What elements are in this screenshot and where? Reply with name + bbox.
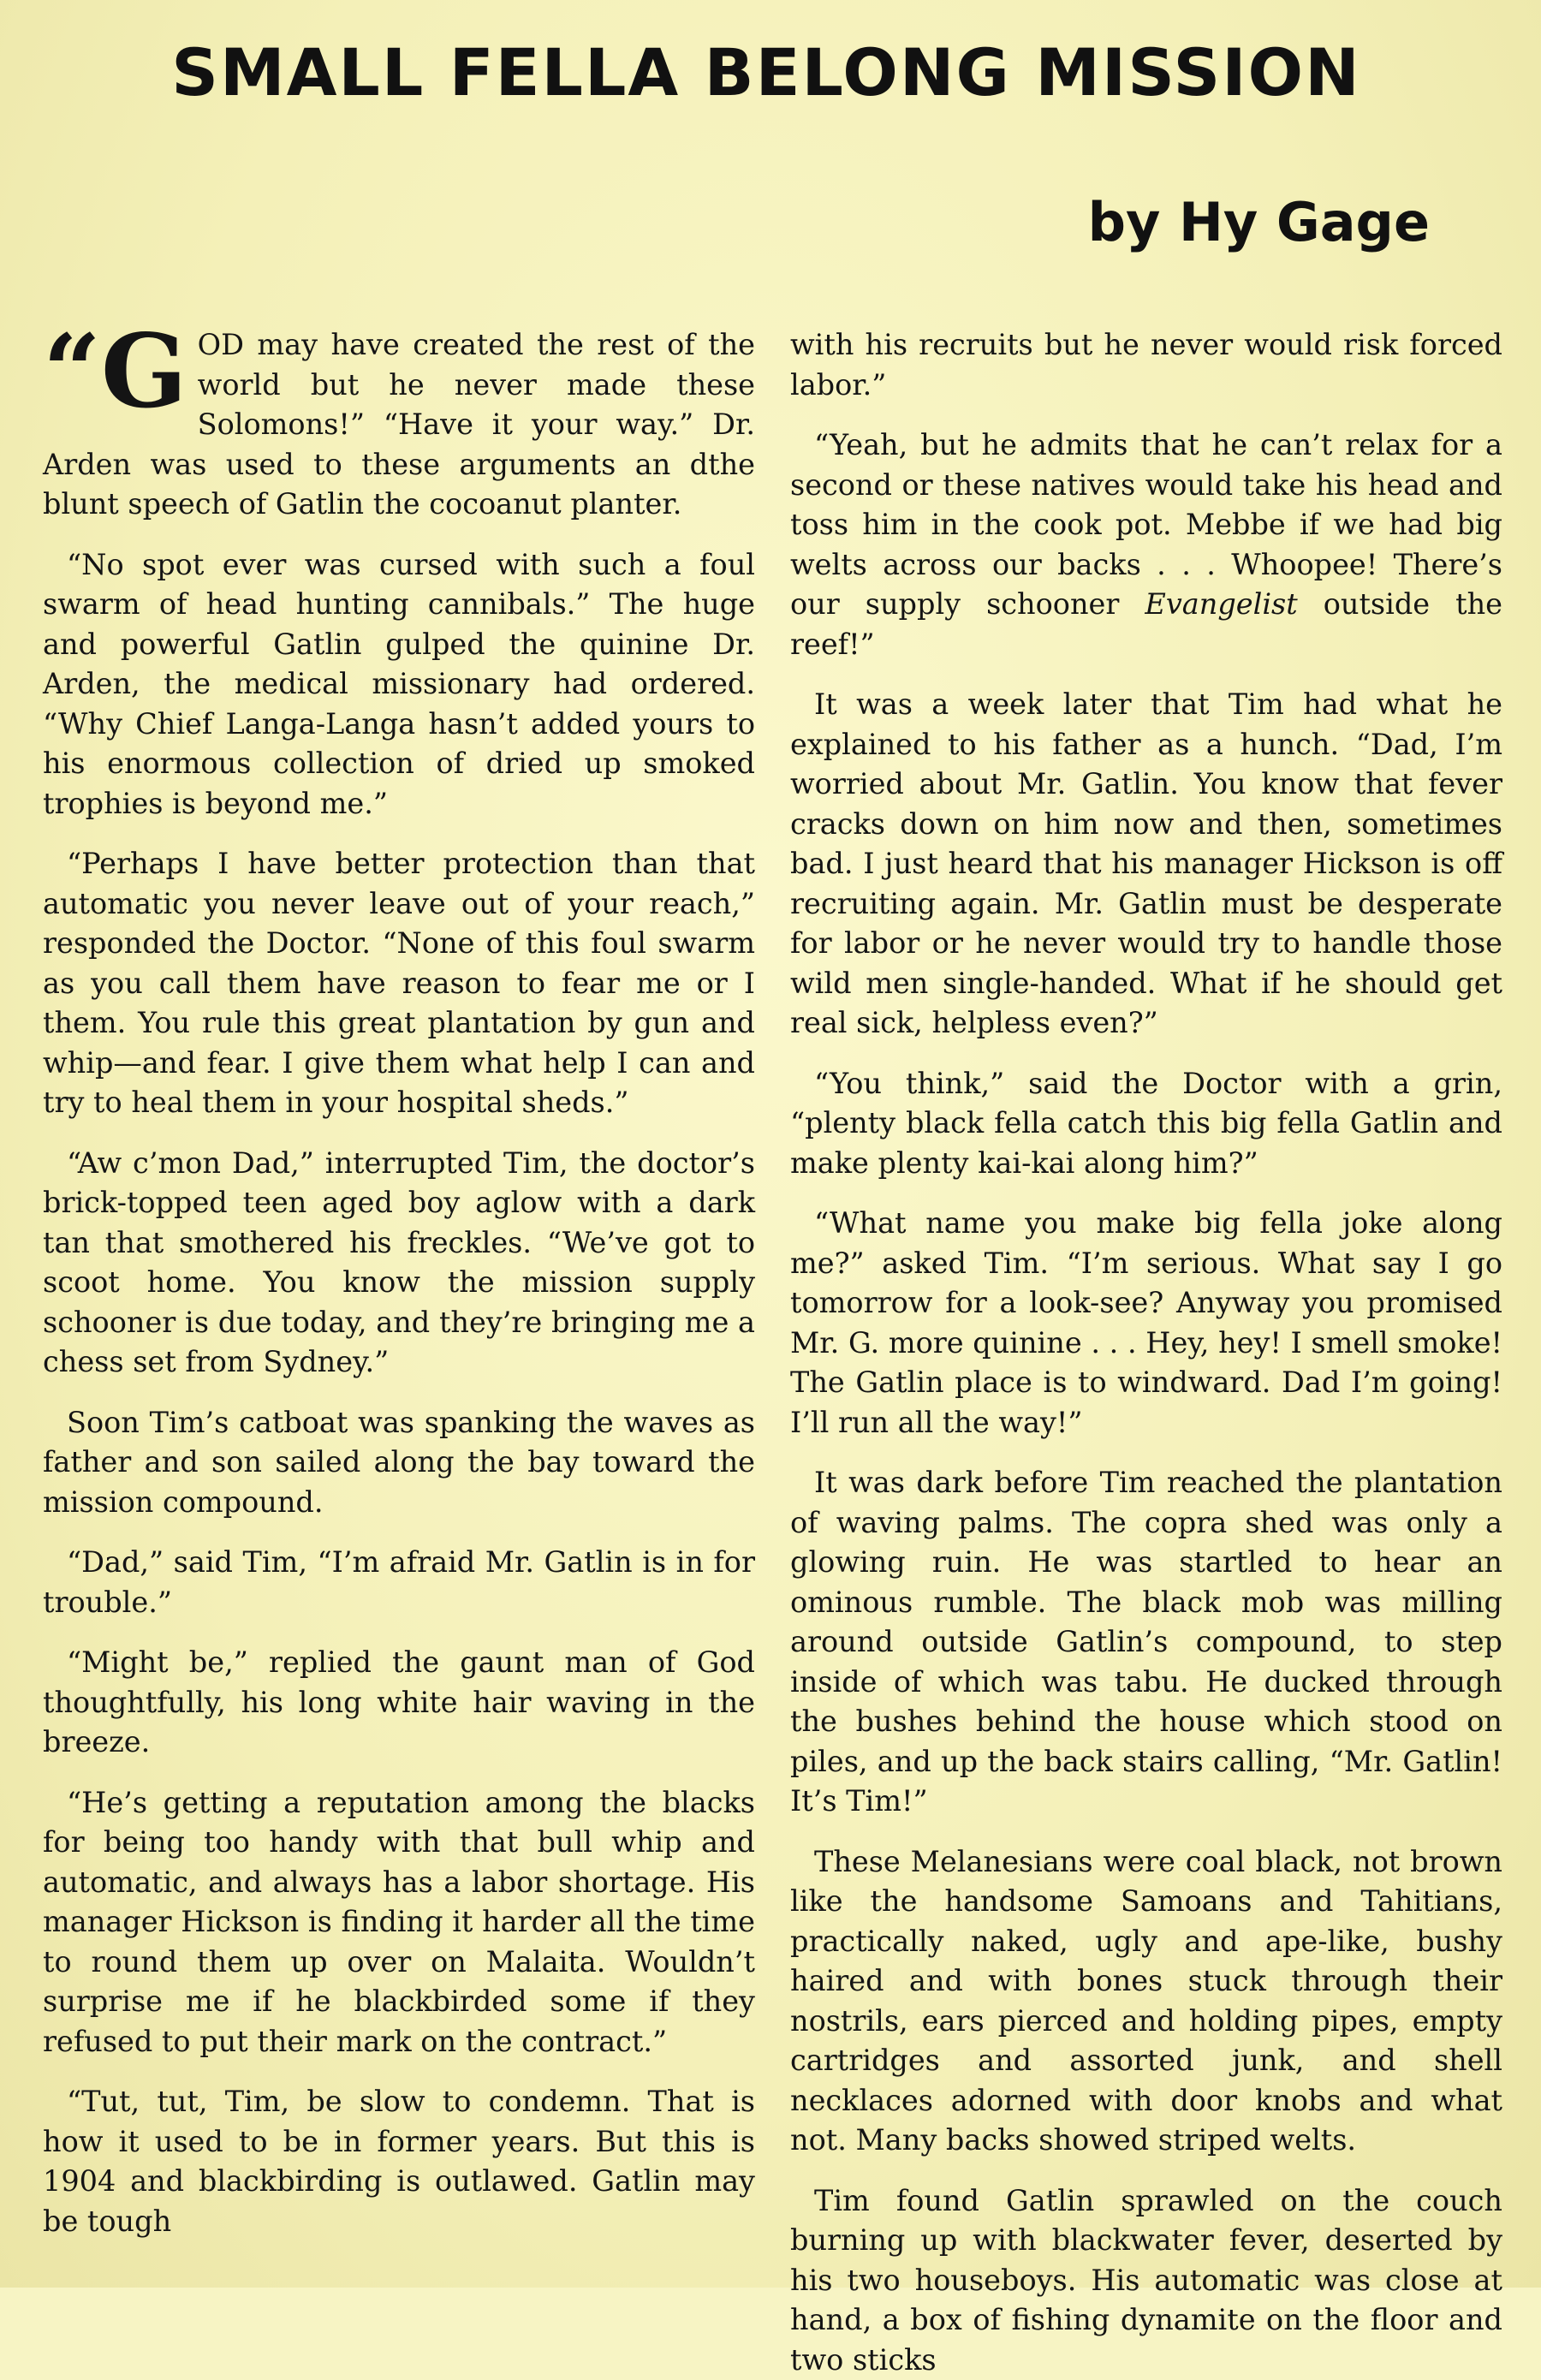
paragraph: It was a week later that Tim had what he explained to his father as a hunch. “Dad, I’m worried about Mr. Gatlin. You know that fever cracks down on him now and then, sometimes bad. I just heard that his manager Hickson is off recruiting again. Mr. Gatlin must be desperate for labor or he never would try to handle those wild men single-handed. What if he should get real sick, helpless even?” [790, 685, 1502, 1044]
paragraph: Soon Tim’s catboat was spanking the waves as father and son sailed along the bay toward the mission compound. [43, 1403, 755, 1523]
paragraph: “Tut, tut, Tim, be slow to condemn. That is how it used to be in former years. But this is 1904 and blackbirding is outlawed. Gatlin may be tough [43, 2082, 755, 2241]
paragraph: “He’s getting a reputation among the blacks for being too handy with that bull whip and automatic, and always has a labor shortage. His manager Hickson is finding it harder all the time to round them up over on Malaita. Wouldn’t surprise me if he blackbirded some if they refused to put their mark on the contract.” [43, 1783, 755, 2062]
paragraph: “Yeah, but he admits that he can’t relax for a second or these natives would take his head and toss him in the cook pot. Mebbe if we had big welts across our backs . . . Whoopee! There’s our supply schooner Evangelist outside the reef!” [790, 425, 1502, 664]
column-left [43, 325, 755, 2264]
paragraph: “GOD may have created the rest of the world but he never made these Solomons!” “Have it your way.” Dr. Arden was used to these arguments an dthe blunt speech of Gatlin the cocoanut planter. [43, 325, 755, 525]
ship-name: Evangelist [1145, 587, 1297, 621]
paragraph: It was dark before Tim reached the plantation of waving palms. The copra shed was only a glowing ruin. He was startled to hear an ominous rumble. The black mob was milling around outside Gatlin’s compound, to step inside of which was tabu. He ducked through the bushes behind the house which stood on piles, and up the back stairs calling, “Mr. Gatlin! It’s Tim!” [790, 1463, 1502, 1822]
paragraph: “Aw c’mon Dad,” interrupted Tim, the doctor’s brick-topped teen aged boy aglow with a dark tan that smothered his freckles. “We’ve got to scoot home. You know the mission supply schooner is due today, and they’re bringing me a chess set from Sydney.” [43, 1144, 755, 1383]
paragraph: These Melanesians were coal black, not brown like the handsome Samoans and Tahitians, practically naked, ugly and ape-like, bushy haired and with bones stuck through their nostrils, ears pierced and holding pipes, empty cartridges and assorted junk, and shell necklaces adorned with door knobs and what not. Many backs showed striped welts. [790, 1842, 1502, 2161]
paragraph: “Perhaps I have better protection than that automatic you never leave out of your reach,” responded the Doctor. “None of this foul swarm as you call them have reason to fear me or I them. You rule this great plantation by gun and whip—and fear. I give them what help I can and try to heal them in your hospital sheds.” [43, 844, 755, 1123]
paragraph: “Dad,” said Tim, “I’m afraid Mr. Gatlin is in for trouble.” [43, 1543, 755, 1622]
paragraph: “No spot ever was cursed with such a foul swarm of head hunting cannibals.” The huge and powerful Gatlin gulped the quinine Dr. Arden, the medical missionary had ordered. “Why Chief Langa-Langa hasn’t added yours to his enormous collection of dried up smoked trophies is beyond me.” [43, 545, 755, 824]
drop-cap: “G [43, 330, 187, 413]
article-byline: by Hy Gage [43, 188, 1430, 257]
paragraph: with his recruits but he never would risk forced labor.” [790, 325, 1502, 405]
article-title: SMALL FELLA BELONG MISSION [43, 34, 1490, 111]
paragraph: Tim found Gatlin sprawled on the couch burning up with blackwater fever, deserted by his two houseboys. His automatic was close at hand, a box of fishing dynamite on the floor and two sticks [790, 2181, 1502, 2380]
column-right [790, 325, 1502, 2264]
paragraph: “Might be,” replied the gaunt man of God thoughtfully, his long white hair waving in the breeze. [43, 1643, 755, 1763]
paragraph: “What name you make big fella joke along me?” asked Tim. “I’m serious. What say I go tomorrow for a look-see? Anyway you promised Mr. G. more quinine . . . Hey, hey! I smell smoke! The Gatlin place is to windward. Dad I’m going! I’ll run all the way!” [790, 1204, 1502, 1443]
paragraph: “You think,” said the Doctor with a grin, “plenty black fella catch this big fella Gatlin and make plenty kai-kai along him?” [790, 1064, 1502, 1184]
article-body [43, 325, 1502, 2264]
